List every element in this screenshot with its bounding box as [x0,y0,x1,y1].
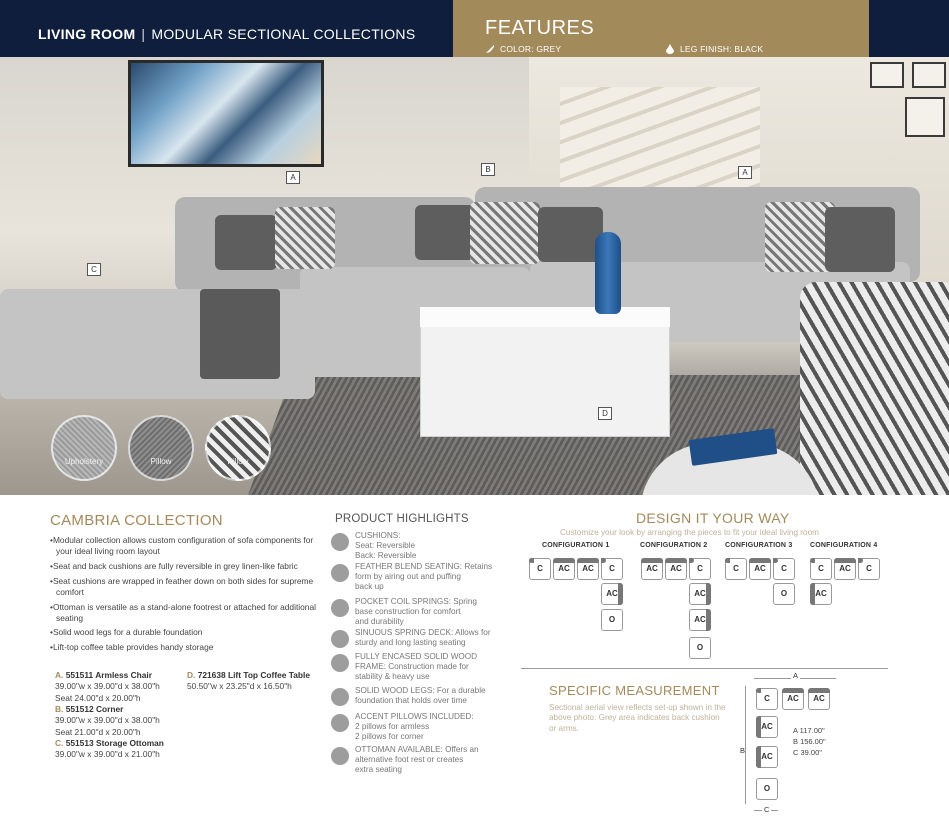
legend-a: A 117.00" [793,726,825,735]
highlight-item [331,562,501,592]
spec-title: SPECIFIC MEASUREMENT [549,683,720,698]
pillow [825,207,895,272]
product-key: A. [55,670,64,680]
product-col-right [187,670,310,693]
module-corner: C [810,558,832,580]
module-corner: C [601,558,623,580]
room-photo [0,57,949,495]
highlight-line: alternative foot rest or creates [355,754,464,764]
module-corner: C [773,558,795,580]
pillow [275,207,335,269]
highlight-line: foundation that holds over time [355,695,467,705]
module-armless: AC [782,688,804,710]
product-name: 551513 Storage Ottoman [65,738,164,749]
highlight-line: 2 pillows for armless [355,721,430,731]
module-armless: AC [749,558,771,580]
coil-spring-icon [331,599,349,617]
bullet: • Solid wood legs for a durable foundation [50,627,320,638]
ottoman-icon [331,747,349,765]
product-key: D. [187,670,196,680]
pillow-icon [331,714,349,732]
tag-a: A [286,171,300,184]
module-armless: AC [689,609,711,631]
frame-icon [331,654,349,672]
wood-legs-icon [331,688,349,706]
highlight-item [331,652,501,682]
product-heading [55,738,164,749]
coffee-table-top [420,307,670,327]
wall-art [128,60,324,167]
paint-brush-icon [485,44,495,54]
feature-color [485,44,561,54]
feature-leg-label: LEG FINISH: BLACK [680,44,764,54]
product-seat: Seat 24.00"d x 20.00"h [55,692,141,703]
swatch-label: Pillow [150,457,172,466]
product-key: B. [55,704,64,715]
droplet-icon [665,44,675,54]
highlight-item [331,597,501,627]
wall-frame [905,97,945,137]
highlight-line: SOLID WOOD LEGS: For a durable [355,686,486,695]
module-ottoman: O [601,609,623,631]
bullet: • Ottoman is versatile as a stand-alone footrest or attached for additional seating [50,602,320,624]
wall-frame [870,62,904,88]
bullet: • Modular collection allows custom configuration of sofa components for your ideal living room layout [50,535,320,557]
feature-leg-finish [665,44,763,54]
design-title: DESIGN IT YOUR WAY [636,510,790,526]
product-heading [55,670,164,681]
accent-chair [800,282,949,495]
module-armless: AC [810,583,832,605]
module-ottoman: O [689,637,711,659]
tag-b: B [481,163,495,176]
feature-color-label: COLOR: GREY [500,44,562,54]
section-divider [521,668,888,669]
highlight-item [331,686,501,706]
config-label: CONFIGURATION 3 [725,542,793,549]
module-armless: AC [689,583,711,605]
highlight-line: base construction for comfort [355,606,461,616]
product-col-left [55,670,164,761]
highlight-line: POCKET COIL SPRINGS: Spring [355,597,477,606]
product-name: 551511 Armless Chair [65,670,152,680]
highlight-line: CUSHIONS: [355,531,401,540]
bullet: • Seat cushions are wrapped in feather down on both sides for supreme comfort [50,576,320,598]
dimension-a-label: A [793,671,799,680]
module-ottoman: O [756,778,778,800]
product-heading [55,704,164,715]
highlight-line: FRAME: Construction made for [355,661,469,671]
cushion-icon [331,533,349,551]
highlight-line: form by airing out and puffing [355,571,461,581]
module-armless: AC [665,558,687,580]
highlight-line: FEATHER BLEND SEATING: Retains [355,562,493,571]
page-title [38,26,415,42]
product-dims: 39.00"w x 39.00"d x 38.00"h [55,681,160,692]
product-name: 551512 Corner [65,704,124,715]
design-subtitle: Customize your look by arranging the pieces to fit your ideal living room [560,528,819,537]
product-dims: 39.00"w x 39.00"d x 21.00"h [55,749,160,760]
feature-bullets [50,535,320,657]
dimension-b-label: B [740,746,746,755]
tag-d: D [598,407,612,420]
product-heading [187,670,310,681]
measurement-legend [793,726,826,759]
pillow [538,207,603,262]
pillow [215,215,277,270]
highlight-line: FULLY ENCASED SOLID WOOD [355,652,478,661]
product-seat: Seat 21.00"d x 20.00"h [55,726,141,737]
product-dims: 39.00"w x 39.00"d x 38.00"h [55,715,160,726]
swatch-pillow-pattern [205,415,271,481]
tag-a: A [738,166,752,179]
highlight-item [331,712,501,742]
highlight-item [331,745,501,775]
highlight-line: 2 pillows for corner [355,731,424,741]
title-separator: | [141,26,146,42]
sinuous-spring-icon [331,630,349,648]
config-label: CONFIGURATION 4 [810,542,878,549]
highlight-line: SINUOUS SPRING DECK: Allows for [355,628,491,637]
highlights-title: PRODUCT HIGHLIGHTS [335,513,469,525]
collection-title: CAMBRIA COLLECTION [50,512,223,529]
highlight-line: ACCENT PILLOWS INCLUDED: [355,712,474,721]
bullet: • Seat and back cushions are fully reversible in grey linen-like fabric [50,561,320,572]
module-armless: AC [601,583,623,605]
pillow [470,202,540,264]
product-dims: 50.50"w x 23.25"d x 16.50"h [187,681,292,692]
module-corner: C [529,558,551,580]
spec-subtitle: Sectional aerial view reflects set-up shown in the above photo. Grey area indicates back cushion or arms. [549,703,726,733]
highlight-line: Seat: Reversible [355,540,416,550]
module-armless: AC [756,716,778,738]
config-label: CONFIGURATION 2 [640,542,708,549]
coffee-table [420,309,670,437]
module-armless: AC [756,746,778,768]
highlight-line: sturdy and long lasting seating [355,637,466,647]
module-armless: AC [553,558,575,580]
room-label: LIVING ROOM [38,26,136,42]
swatch-label: Upholstery [64,457,104,466]
highlight-item [331,531,501,561]
legend-c: C 39.00" [793,747,822,757]
bullet: • Lift-top coffee table provides handy storage [50,642,320,653]
throw-blanket [200,289,280,379]
highlight-line: Back: Reversible [355,550,417,560]
config-label: CONFIGURATION 1 [542,542,610,549]
swatch-pillow [128,415,194,481]
highlight-line: OTTOMAN AVAILABLE: Offers an [355,745,479,754]
dimension-b-line [745,686,746,804]
dimension-c-label: C [764,805,770,814]
features-title: FEATURES [485,17,595,39]
module-armless: AC [808,688,830,710]
module-corner: C [858,558,880,580]
highlight-line: back up [355,581,384,591]
highlight-line: stability & heavy use [355,671,430,681]
highlight-line: and durability [355,616,404,626]
legend-b: B 156.00" [793,736,826,746]
swatch-label: Pillow [227,457,249,466]
blue-vase [595,232,621,314]
product-key: C. [55,738,64,749]
tag-c: C [87,263,101,276]
feather-icon [331,564,349,582]
module-armless: AC [834,558,856,580]
collection-label: MODULAR SECTIONAL COLLECTIONS [151,26,416,42]
highlight-line: extra seating [355,764,402,774]
wall-frame [912,62,946,88]
module-corner: C [756,688,778,710]
module-armless: AC [577,558,599,580]
highlight-item [331,628,501,648]
module-corner: C [725,558,747,580]
module-corner: C [689,558,711,580]
module-armless: AC [641,558,663,580]
product-name: 721638 Lift Top Coffee Table [197,670,311,680]
pillow [415,205,475,260]
swatch-upholstery [51,415,117,481]
module-ottoman: O [773,583,795,605]
